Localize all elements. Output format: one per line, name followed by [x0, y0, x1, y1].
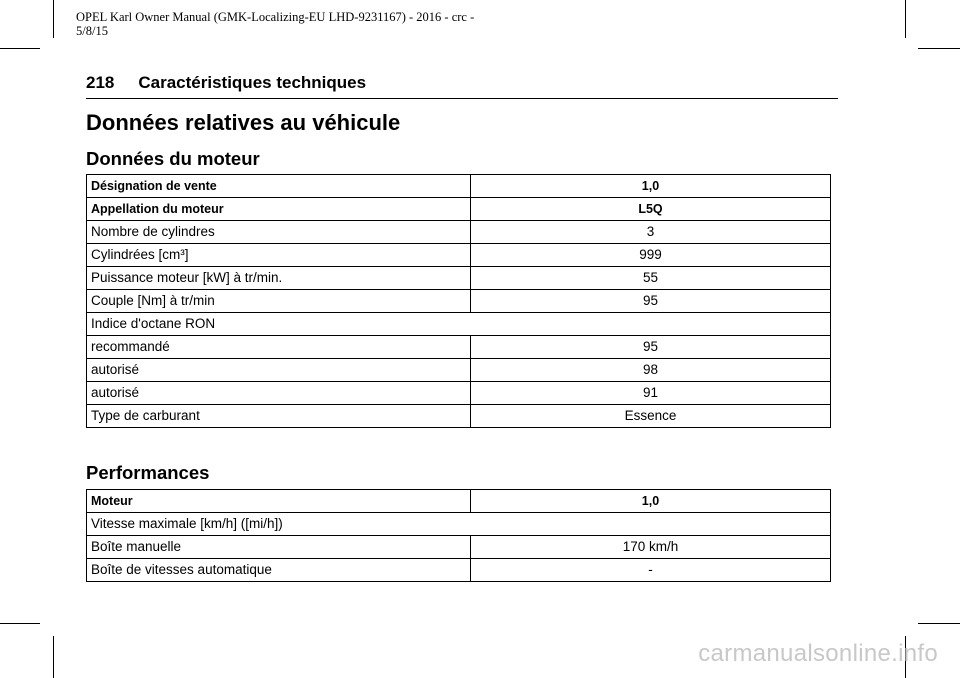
- crop-mark: [918, 623, 960, 624]
- table-row: [87, 221, 831, 244]
- row-label: Désignation de vente: [87, 175, 471, 198]
- page-header: [86, 73, 366, 93]
- table-row: [87, 244, 831, 267]
- table-row: [87, 382, 831, 405]
- page-number: 218: [86, 73, 115, 92]
- row-value: 1,0: [471, 490, 831, 513]
- engine-data-table: [86, 174, 831, 428]
- row-label: Boîte de vitesses automatique: [87, 559, 471, 582]
- row-label: recommandé: [87, 336, 471, 359]
- engine-data-title: Données du moteur: [86, 148, 260, 169]
- row-value: Essence: [471, 405, 831, 428]
- row-label: autorisé: [87, 359, 471, 382]
- row-label: Couple [Nm] à tr/min: [87, 290, 471, 313]
- row-label: Moteur: [87, 490, 471, 513]
- row-value: 170 km/h: [471, 536, 831, 559]
- row-value: 95: [471, 336, 831, 359]
- row-label: Nombre de cylindres: [87, 221, 471, 244]
- table-row: [87, 336, 831, 359]
- row-label: Type de carburant: [87, 405, 471, 428]
- row-value: 999: [471, 244, 831, 267]
- row-label: Cylindrées [cm³]: [87, 244, 471, 267]
- crop-mark: [0, 623, 40, 624]
- crop-mark: [53, 0, 54, 38]
- row-label: Vitesse maximale [km/h] ([mi/h]): [87, 513, 831, 536]
- row-value: 95: [471, 290, 831, 313]
- table-row: [87, 536, 831, 559]
- print-header: [76, 10, 516, 38]
- row-value: -: [471, 559, 831, 582]
- row-label: autorisé: [87, 382, 471, 405]
- row-label: Puissance moteur [kW] à tr/min.: [87, 267, 471, 290]
- table-row: [87, 405, 831, 428]
- crop-mark: [918, 48, 960, 49]
- row-label: Indice d'octane RON: [87, 313, 831, 336]
- row-value: 1,0: [471, 175, 831, 198]
- crop-mark: [0, 48, 40, 49]
- table-row: [87, 513, 831, 536]
- table-row: [87, 290, 831, 313]
- table-row: [87, 359, 831, 382]
- row-label: Boîte manuelle: [87, 536, 471, 559]
- crop-mark: [53, 636, 54, 678]
- main-title: Données relatives au véhicule: [86, 110, 401, 135]
- performance-table: [86, 489, 831, 582]
- table-row: [87, 559, 831, 582]
- watermark: carmanualsonline.info: [698, 640, 938, 667]
- table-row: [87, 313, 831, 336]
- table-row: [87, 198, 831, 221]
- row-value: 98: [471, 359, 831, 382]
- table-row: [87, 175, 831, 198]
- table-row: [87, 490, 831, 513]
- row-value: 91: [471, 382, 831, 405]
- print-header-date: 5/8/15: [76, 24, 108, 38]
- table-row: [87, 267, 831, 290]
- print-header-line: OPEL Karl Owner Manual (GMK-Localizing-EU LHD-9231167) - 2016 - crc -: [76, 10, 475, 24]
- crop-mark: [905, 0, 906, 38]
- row-value: L5Q: [471, 198, 831, 221]
- section-title: Caractéristiques techniques: [138, 73, 367, 92]
- header-rule: [86, 98, 838, 99]
- row-value: 55: [471, 267, 831, 290]
- row-value: 3: [471, 221, 831, 244]
- row-label: Appellation du moteur: [87, 198, 471, 221]
- performance-title: Performances: [86, 462, 210, 483]
